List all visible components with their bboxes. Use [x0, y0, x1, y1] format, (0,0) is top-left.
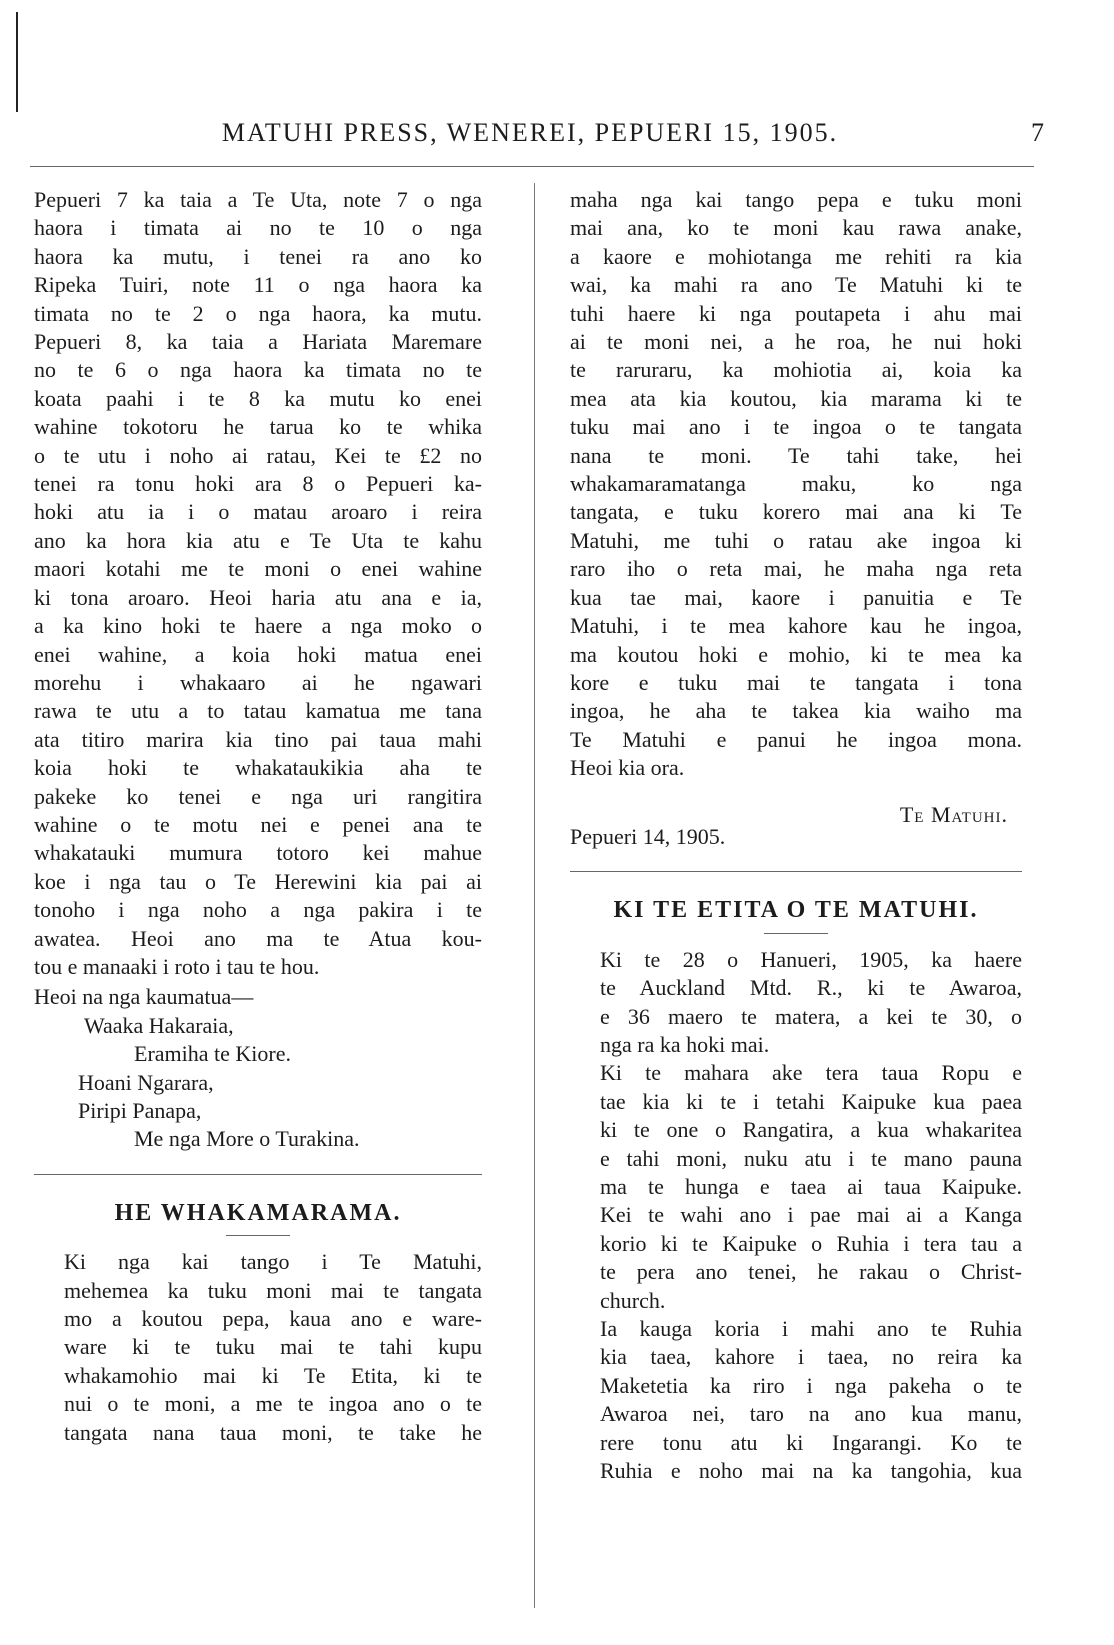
signatory: Me nga More o Turakina. — [134, 1126, 360, 1152]
text-line: rawa te utu a to tatau kamatua me tana — [34, 698, 482, 724]
text-line: Ki te mahara ake tera taua Ropu e — [600, 1060, 1022, 1086]
dateline: Pepueri 14, 1905. — [570, 823, 726, 849]
margin-rule — [16, 12, 18, 112]
header-rule — [30, 166, 1034, 167]
text-line: ma koutou hoki e mohio, ki te mea ka — [570, 641, 1022, 667]
text-line: Kei te wahi ano i pae mai ai a Kanga — [600, 1202, 1022, 1228]
text-line: maha nga kai tango pepa e tuku moni — [570, 187, 1022, 212]
text-line: o te utu i noho ai ratau, Kei te £2 no — [34, 442, 482, 468]
text-line: haora i timata ai no te 10 o nga — [34, 215, 482, 241]
text-line: whakamohio mai ki Te Etita, ki te — [64, 1362, 482, 1388]
text-line: tenei ra tonu hoki ara 8 o Pepueri ka- — [34, 471, 482, 497]
section-title: HE WHAKAMARAMA. — [114, 1199, 402, 1226]
text-line: te raruraru, ka mohiotia ai, koia ka — [570, 357, 1022, 383]
text-line: kore e tuku mai te tangata i tona — [570, 669, 1022, 695]
text-line: Pepueri 7 ka taia a Te Uta, note 7 o nga — [34, 187, 482, 212]
text-line: awatea. Heoi ano ma te Atua kou- — [34, 925, 482, 951]
text-line: ai te moni nei, a he roa, he nui hoki — [570, 329, 1022, 355]
text-line: mehemea ka tuku moni mai te tangata — [64, 1277, 482, 1303]
page-number: 7 — [1031, 118, 1044, 147]
text-line: ma te hunga e taea ai taua Kaipuke. — [600, 1174, 1022, 1199]
text-line: Pepueri 8, ka taia a Hariata Maremare — [34, 329, 482, 355]
text-line: nga ra ka hoki mai. — [600, 1031, 770, 1057]
text-line: Te Matuhi e panui he ingoa mona. — [570, 726, 1022, 752]
text-line: Ia kauga koria i mahi ano te Ruhia — [600, 1316, 1022, 1342]
text-line: koia hoki te whakataukikia aha te — [34, 755, 482, 781]
text-line: a ka kino hoki te haere a nga moko o — [34, 613, 482, 639]
text-line: a kaore e mohiotanga me rehiti ra kia — [570, 243, 1022, 269]
text-line: nui o te moni, a me te ingoa ano o te — [64, 1391, 482, 1417]
text-line: maori kotahi me te moni o enei wahine — [34, 556, 482, 582]
text-line: ata titiro marira kia tino pai taua mahi — [34, 726, 482, 752]
text-line: tou e manaaki i roto i tau te hou. — [34, 953, 320, 979]
text-line: wai, ka mahi ra ano Te Matuhi ki te — [570, 272, 1022, 298]
text-line: tae kia ki te i tetahi Kaipuke kua paea — [600, 1088, 1022, 1114]
section-rule — [34, 1174, 482, 1175]
text-line: ki tona aroaro. Heoi haria atu ana e ia, — [34, 584, 482, 610]
text-line: ware ki te tuku mai te tahi kupu — [64, 1334, 482, 1360]
text-line: tuhi haere ki nga poutapeta i ahu mai — [570, 300, 1022, 326]
text-line: tonoho i nga noho a nga pakira i te — [34, 897, 482, 923]
text-line: ki te one o Rangatira, a kua whakaritea — [600, 1117, 1022, 1143]
text-line: whakamaramatanga maku, ko nga — [570, 471, 1022, 497]
signatory: Waaka Hakaraia, — [84, 1012, 234, 1038]
right-column — [570, 186, 1022, 1485]
section-title: KI TE ETITA O TE MATUHI. — [613, 897, 979, 924]
text-line: Ripeka Tuiri, note 11 o nga haora ka — [34, 272, 482, 298]
text-line: Awaroa nei, taro na ano kua manu, — [600, 1401, 1022, 1427]
text-line: tangata, e tuku korero mai ana ki Te — [570, 499, 1022, 525]
text-line: no te 6 o nga haora ka timata no te — [34, 357, 482, 383]
text-line: enei wahine, a koia hoki matua enei — [34, 641, 482, 667]
text-line: ano ka hora kia atu e Te Uta te kahu — [34, 527, 482, 553]
text-line: whakatauki mumura totoro kei mahue — [34, 840, 482, 866]
signoff-intro: Heoi na nga kaumatua— — [34, 984, 254, 1010]
text-line: timata no te 2 o nga haora, ka mutu. — [34, 300, 482, 326]
column-divider — [534, 183, 535, 1608]
text-line: Matuhi, i te mea kahore kau he ingoa, — [570, 613, 1022, 639]
notice-body — [34, 1248, 482, 1447]
text-line: rere tonu atu ki Ingarangi. Ko te — [600, 1429, 1022, 1455]
text-line: ingoa, he aha te takea kia waiho ma — [570, 698, 1022, 724]
text-line: te Auckland Mtd. R., ki te Awaroa, — [600, 975, 1022, 1001]
text-line: koata paahi i te 8 ka mutu ko enei — [34, 385, 482, 411]
text-line: church. — [600, 1287, 666, 1313]
letter-body — [34, 186, 482, 981]
editor-signature: Te Matuhi. — [899, 801, 1008, 827]
text-line: e tahi moni, nuku atu i te mano pauna — [600, 1145, 1022, 1171]
text-line: tuku mai ano i te ingoa o te tangata — [570, 414, 1022, 440]
text-line: Maketetia ka riro i nga pakeha o te — [600, 1372, 1022, 1398]
text-line: Heoi kia ora. — [570, 755, 685, 781]
text-line: kia taea, kahore i taea, no reira ka — [600, 1344, 1022, 1370]
signoff-block — [34, 983, 482, 1153]
text-line: tangata nana taua moni, te take he — [64, 1419, 482, 1445]
section-rule — [570, 871, 1022, 872]
text-line: mea ata kia koutou, kia marama ki te — [570, 385, 1022, 411]
letter-paragraph — [570, 1059, 1022, 1315]
title-underline — [764, 933, 828, 934]
text-line: Ki te 28 o Hanueri, 1905, ka haere — [600, 946, 1022, 972]
text-line: mai ana, ko te moni kau rawa anake, — [570, 215, 1022, 241]
signatory: Piripi Panapa, — [78, 1098, 202, 1123]
signatory: Eramiha te Kiore. — [134, 1041, 291, 1067]
left-column — [34, 186, 482, 1447]
title-underline — [226, 1235, 290, 1236]
text-line: morehu i whakaaro ai he ngawari — [34, 669, 482, 695]
text-line: wahine o te motu nei e penei ana te — [34, 811, 482, 837]
text-line: mo a koutou pepa, kaua ano e ware- — [64, 1306, 482, 1332]
running-header: MATUHI PRESS, WENEREI, PEPUERI 15, 1905. — [221, 118, 839, 147]
text-line: wahine tokotoru he tarua ko te whika — [34, 414, 482, 440]
text-line: Ruhia e noho mai na ka tangohia, kua — [600, 1458, 1022, 1484]
text-line: haora ka mutu, i tenei ra ano ko — [34, 243, 482, 269]
text-line: Ki nga kai tango i Te Matuhi, — [64, 1249, 482, 1275]
text-line: raro iho o reta mai, he maha nga reta — [570, 556, 1022, 582]
letter-paragraph — [570, 946, 1022, 1060]
text-line: kua tae mai, kaore i panuitia e Te — [570, 584, 1022, 610]
text-line: te pera ano tenei, he rakau o Christ- — [600, 1259, 1022, 1285]
text-line: hoki atu ia i o matau aroaro i reira — [34, 499, 482, 525]
letter-paragraph — [570, 1315, 1022, 1485]
signatory: Hoani Ngarara, — [78, 1069, 214, 1095]
text-line: e 36 maero te matera, a kei te 30, o — [600, 1003, 1022, 1029]
text-line: pakeke ko tenei e nga uri rangitira — [34, 783, 482, 809]
text-line: Matuhi, me tuhi o ratau ake ingoa ki — [570, 527, 1022, 553]
notice-continuation — [570, 186, 1022, 783]
text-line: koe i nga tau o Te Herewini kia pai ai — [34, 868, 482, 894]
text-line: korio ki te Kaipuke o Ruhia i tera tau a — [600, 1230, 1022, 1256]
text-line: nana te moni. Te tahi take, hei — [570, 442, 1022, 468]
